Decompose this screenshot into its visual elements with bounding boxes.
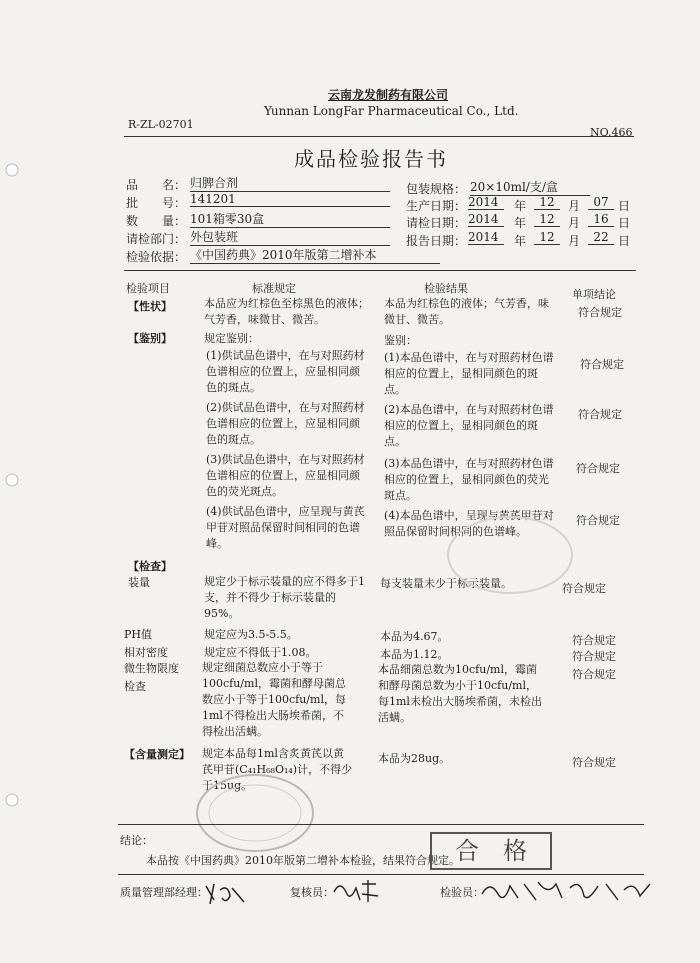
col-item: 检验项目: [126, 282, 170, 295]
spec-label: 包装规格：: [406, 182, 467, 196]
rep-month: 12: [534, 230, 560, 245]
assay-conclusion: 符合规定: [572, 756, 616, 769]
ph-item: PH值: [124, 628, 152, 641]
micro-result: 本品细菌总数为10cfu/ml，霉菌和酵母菌总数为小于10cfu/ml，每1ml未检出大肠埃希菌，未检出活螨。: [378, 663, 542, 724]
year-char: 年: [514, 216, 527, 230]
fill-standard: 规定少于标示装量的应不得多于1支，并不得少于标示装量的95%。: [204, 575, 365, 620]
quantity-value: 101箱零30盒: [190, 210, 390, 228]
micro-item-1: 微生物限度: [124, 662, 179, 675]
prod-day: 07: [588, 195, 614, 210]
micro-standard: 规定细菌总数应小于等于100cfu/ml，霉菌和酵母菌总数应小于等于100cfu/ml，每1ml不得检出大肠埃希菌，不得检出活螨。: [202, 661, 346, 738]
day-char: 日: [618, 234, 631, 248]
micro-conclusion: 符合规定: [572, 668, 616, 681]
month-char: 月: [568, 199, 581, 213]
company-name-en: Yunnan LongFar Pharmaceutical Co., Ltd.: [264, 104, 519, 118]
section-inspection: 【检查】: [128, 560, 172, 573]
ident3-conclusion: 符合规定: [576, 462, 620, 475]
faint-stamp: [440, 510, 580, 600]
col-standard: 标准规定: [252, 282, 296, 295]
rep-date-label: 报告日期：: [406, 234, 467, 248]
report-title: 成品检验报告书: [294, 147, 448, 171]
ident4-standard: (4)供试品色谱中，应呈现与黄芪甲苷对照品保留时间相同的色谱峰。: [206, 505, 365, 550]
ident4-conclusion: 符合规定: [576, 514, 620, 527]
character-conclusion: 符合规定: [578, 306, 622, 319]
req-day: 16: [588, 212, 614, 227]
conclusion-text: 本品按《中国药典》2010年版第二增补本检验，结果符合规定。: [146, 854, 460, 867]
character-result: 本品为红棕色的液体；气芳香，味微甘、微苦。: [384, 297, 549, 326]
assay-result: 本品为28ug。: [378, 752, 451, 765]
section-character: 【性状】: [128, 300, 172, 313]
ident2-result: (2)本品色谱中，在与对照药材色谱相应的位置上，显相同颜色的斑点。: [384, 403, 554, 448]
micro-item-2: 检查: [124, 680, 146, 693]
report-number: NO.466: [590, 126, 633, 139]
rep-day: 22: [588, 230, 614, 245]
month-char: 月: [568, 234, 581, 248]
density-conclusion: 符合规定: [572, 650, 616, 663]
spec-value: 20×10ml/支/盒: [470, 178, 590, 196]
ident-standard-head: 规定鉴别：: [204, 332, 259, 345]
year-char: 年: [514, 199, 527, 213]
conclusion-label: 结论：: [120, 834, 153, 847]
form-code: R-ZL-02701: [128, 118, 194, 131]
ph-conclusion: 符合规定: [572, 634, 616, 647]
prod-date-label: 生产日期：: [406, 199, 467, 213]
quality-dept-seal: [190, 768, 320, 858]
ident1-standard: (1)供试品色谱中，在与对照药材色谱相应的位置上，应显相同颜色的斑点。: [206, 349, 365, 394]
batch-number: 141201: [190, 192, 390, 207]
ident1-conclusion: 符合规定: [580, 358, 624, 371]
qa-manager-label: 质量管理部经理：: [120, 886, 208, 899]
req-year: 2014: [468, 212, 504, 227]
quantity-label: 数 量：: [126, 214, 187, 228]
dept-label: 请检部门：: [126, 232, 187, 246]
dept-value: 外包装班: [190, 228, 390, 246]
character-standard: 本品应为红棕色至棕黑色的液体；气芳香，味微甘、微苦。: [204, 297, 369, 326]
ph-result: 本品为4.67。: [380, 630, 449, 643]
section-assay: 【含量测定】: [124, 748, 190, 761]
day-char: 日: [618, 199, 631, 213]
req-month: 12: [534, 212, 560, 227]
day-char: 日: [618, 216, 631, 230]
ident2-conclusion: 符合规定: [578, 408, 622, 421]
inspector-label: 检验员：: [440, 886, 484, 899]
ident4-result: (4)本品色谱中，呈现与黄芪甲苷对照品保留时间相同的色谱峰。: [384, 509, 554, 538]
table-top-rule: [124, 270, 636, 271]
product-name: 归脾合剂: [190, 174, 390, 192]
name-label: 品 名：: [126, 178, 187, 192]
ident2-standard: (2)供试品色谱中，在与对照药材色谱相应的位置上，应显相同颜色的斑点。: [206, 401, 365, 446]
footer-rule: [118, 874, 644, 875]
month-char: 月: [568, 216, 581, 230]
conclusion-rule: [118, 824, 644, 825]
company-name-cn: 云南龙发制药有限公司: [328, 88, 449, 102]
ident-result-head: 鉴别：: [384, 334, 417, 347]
basis-label: 检验依据：: [126, 250, 187, 264]
density-item: 相对密度: [124, 646, 168, 659]
reviewer-signature: [330, 876, 382, 906]
req-date-label: 请检日期：: [406, 216, 467, 230]
density-standard: 规定应不得低于1.08。: [204, 646, 317, 659]
basis-value: 《中国药典》2010年版第二增补本: [190, 246, 440, 264]
ph-standard: 规定应为3.5-5.5。: [204, 628, 298, 641]
inspector-signatures: [478, 876, 658, 906]
assay-standard: 规定本品每1ml含炙黄芪以黄芪甲苷(C₄₁H₆₈O₁₄)计，不得少于15ug。: [202, 747, 353, 792]
header-rule: [124, 136, 634, 137]
qa-manager-signature: [200, 878, 250, 908]
col-conclusion: 单项结论: [572, 288, 616, 301]
ident3-result: (3)本品色谱中，在与对照药材色谱相应的位置上，显相同颜色的荧光斑点。: [384, 457, 554, 502]
fill-item: 装量: [128, 576, 150, 589]
col-result: 检验结果: [424, 282, 468, 295]
ident3-standard: (3)供试品色谱中，在与对照药材色谱相应的位置上，应显相同颜色的荧光斑点。: [206, 453, 365, 498]
qualified-stamp: 合 格: [430, 832, 552, 870]
year-char: 年: [514, 234, 527, 248]
prod-year: 2014: [468, 195, 504, 210]
rep-year: 2014: [468, 230, 504, 245]
fill-result: 每支装量未少于标示装量。: [380, 577, 512, 590]
reviewer-label: 复核员：: [290, 886, 334, 899]
batch-label: 批 号：: [126, 196, 187, 210]
section-identification: 【鉴别】: [128, 332, 172, 345]
prod-month: 12: [534, 195, 560, 210]
fill-conclusion: 符合规定: [562, 582, 606, 595]
ident1-result: (1)本品色谱中，在与对照药材色谱相应的位置上，显相同颜色的斑点。: [384, 351, 554, 396]
density-result: 本品为1.12。: [380, 648, 449, 661]
